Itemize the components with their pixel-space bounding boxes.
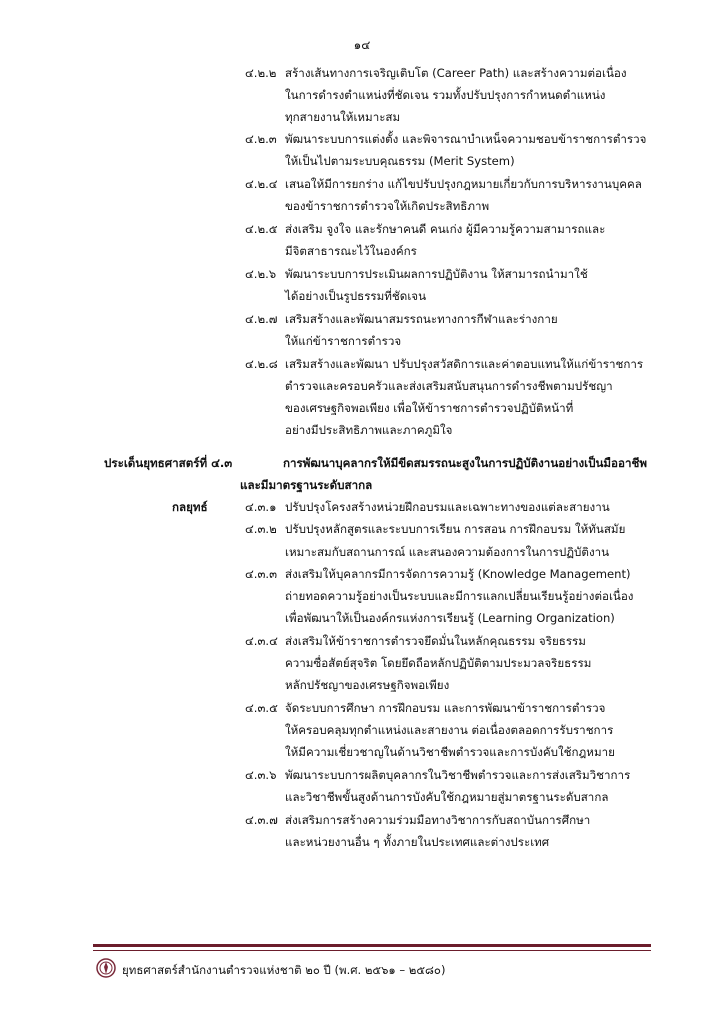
list-item-num: ๔.๒.๖: [245, 267, 277, 281]
list-item-line: ส่งเสริมให้ข้าราชการตำรวจยึดมั่นในหลักคุณธรรม จริยธรรม: [285, 634, 586, 648]
list-item-num: ๔.๒.๓: [245, 132, 277, 146]
list-item-num: ๔.๒.๘: [245, 357, 278, 371]
list-item-line: หลักปรัชญาของเศรษฐกิจพอเพียง: [285, 678, 450, 692]
issue-heading-title-cont: และมีมาตรฐานระดับสากล: [240, 478, 373, 492]
list-item-line: เสนอให้มีการยกร่าง แก้ไขปรับปรุงกฎหมายเกี่ยวกับการบริหารงานบุคคล: [285, 177, 642, 191]
list-item-line: เสริมสร้างและพัฒนาสมรรถนะทางการกีฬาและร่างกาย: [285, 312, 558, 326]
list-item-line: ส่งเสริมให้บุคลากรมีการจัดการความรู้ (Knowledge Management): [285, 567, 631, 581]
list-item-line: ถ่ายทอดความรู้อย่างเป็นระบบและมีการแลกเปลี่ยนเรียนรู้อย่างต่อเนื่อง: [285, 589, 634, 603]
list-item-line: ตำรวจและครอบครัวและส่งเสริมสนับสนุนการดำรงชีพตามปรัชญา: [285, 379, 613, 393]
list-item-num: ๔.๓.๓: [245, 567, 277, 581]
list-item-num: ๔.๓.๒: [245, 522, 277, 536]
list-item-line: จัดระบบการศึกษา การฝึกอบรม และการพัฒนาข้าราชการตำรวจ: [285, 701, 606, 715]
issue-heading-title: การพัฒนาบุคลากรให้มีขีดสมรรถนะสูงในการปฏิบัติงานอย่างเป็นมืออาชีพ: [283, 456, 648, 470]
list-item-line: พัฒนาระบบการแต่งตั้ง และพิจารณาบำเหน็จความชอบข้าราชการตำรวจ: [285, 132, 647, 146]
police-emblem-icon: [96, 958, 116, 978]
list-item-line: ให้ครอบคลุมทุกตำแหน่งและสายงาน ต่อเนื่องตลอดการรับราชการ: [285, 723, 614, 737]
list-item-line: ทุกสายงานให้เหมาะสม: [285, 110, 401, 124]
strategy-label: กลยุทธ์: [172, 500, 208, 514]
footer-rule-thick: [93, 944, 651, 947]
list-item-line: ของเศรษฐกิจพอเพียง เพื่อให้ข้าราชการตำรวจปฏิบัติหน้าที่: [285, 401, 574, 415]
list-item-line: ปรับปรุงหลักสูตรและระบบการเรียน การสอน การฝึกอบรม ให้ทันสมัย: [285, 522, 626, 536]
footer-text: ยุทธศาสตร์สำนักงานตำรวจแห่งชาติ ๒๐ ปี (พ.ศ. ๒๕๖๑ – ๒๕๘๐): [122, 963, 446, 977]
list-item-line: เสริมสร้างและพัฒนา ปรับปรุงสวัสดิการและค่าตอบแทนให้แก่ข้าราชการ: [285, 357, 644, 371]
list-item-num: ๔.๓.๖: [245, 768, 277, 782]
list-item-line: สร้างเส้นทางการเจริญเติบโต (Career Path) และสร้างความต่อเนื่อง: [285, 66, 627, 80]
list-item-line: เหมาะสมกับสถานการณ์ และสนองความต้องการในการปฏิบัติงาน: [285, 545, 610, 559]
list-item-line: และหน่วยงานอื่น ๆ ทั้งภายในประเทศและต่างประเทศ: [285, 835, 550, 849]
list-item-line: ปรับปรุงโครงสร้างหน่วยฝึกอบรมและเฉพาะทางของแต่ละสายงาน: [285, 500, 610, 514]
list-item-line: เพื่อพัฒนาให้เป็นองค์กรแห่งการเรียนรู้ (Learning Organization): [285, 611, 615, 625]
list-item-num: ๔.๒.๗: [245, 312, 278, 326]
list-item-line: ให้แก่ข้าราชการตำรวจ: [285, 334, 402, 348]
list-item-num: ๔.๓.๔: [245, 634, 278, 648]
list-item-num: ๔.๓.๕: [245, 701, 278, 715]
list-item-line: ความซื่อสัตย์สุจริต โดยยึดถือหลักปฏิบัติตามประมวลจริยธรรม: [285, 656, 592, 670]
list-item-num: ๔.๓.๑: [245, 500, 277, 514]
list-item-num: ๔.๒.๔: [245, 177, 278, 191]
list-item-num: ๔.๒.๒: [245, 66, 277, 80]
list-item-line: ส่งเสริม จูงใจ และรักษาคนดี คนเก่ง ผู้มีความรู้ความสามารถและ: [285, 222, 606, 236]
list-item-num: ๔.๒.๕: [245, 222, 278, 236]
page-number: ๑๔: [353, 38, 371, 52]
list-item-line: ของข้าราชการตำรวจให้เกิดประสิทธิภาพ: [285, 199, 490, 213]
list-item-line: ให้มีความเชี่ยวชาญในด้านวิชาชีพตำรวจและการบังคับใช้กฎหมาย: [285, 745, 615, 759]
issue-heading-prefix: ประเด็นยุทธศาสตร์ที่ ๔.๓: [104, 456, 233, 470]
list-item-num: ๔.๓.๗: [245, 813, 278, 827]
list-item-line: พัฒนาระบบการประเมินผลการปฏิบัติงาน ให้สามารถนำมาใช้: [285, 267, 588, 281]
footer-rule-thin: [93, 950, 651, 951]
list-item-line: และวิชาชีพขั้นสูงด้านการบังคับใช้กฎหมายสู่มาตรฐานระดับสากล: [285, 790, 609, 804]
list-item-line: ส่งเสริมการสร้างความร่วมมือทางวิชาการกับสถาบันการศึกษา: [285, 813, 591, 827]
list-item-line: ให้เป็นไปตามระบบคุณธรรม (Merit System): [285, 154, 515, 168]
list-item-line: มีจิตสาธารณะไว้ในองค์กร: [285, 244, 417, 258]
list-item-line: พัฒนาระบบการผลิตบุคลากรในวิชาชีพตำรวจและการส่งเสริมวิชาการ: [285, 768, 631, 782]
list-item-line: ในการดำรงตำแหน่งที่ชัดเจน รวมทั้งปรับปรุงการกำหนดตำแหน่ง: [285, 88, 606, 102]
list-item-line: ได้อย่างเป็นรูปธรรมที่ชัดเจน: [285, 289, 427, 303]
list-item-line: อย่างมีประสิทธิภาพและภาคภูมิใจ: [285, 423, 453, 437]
